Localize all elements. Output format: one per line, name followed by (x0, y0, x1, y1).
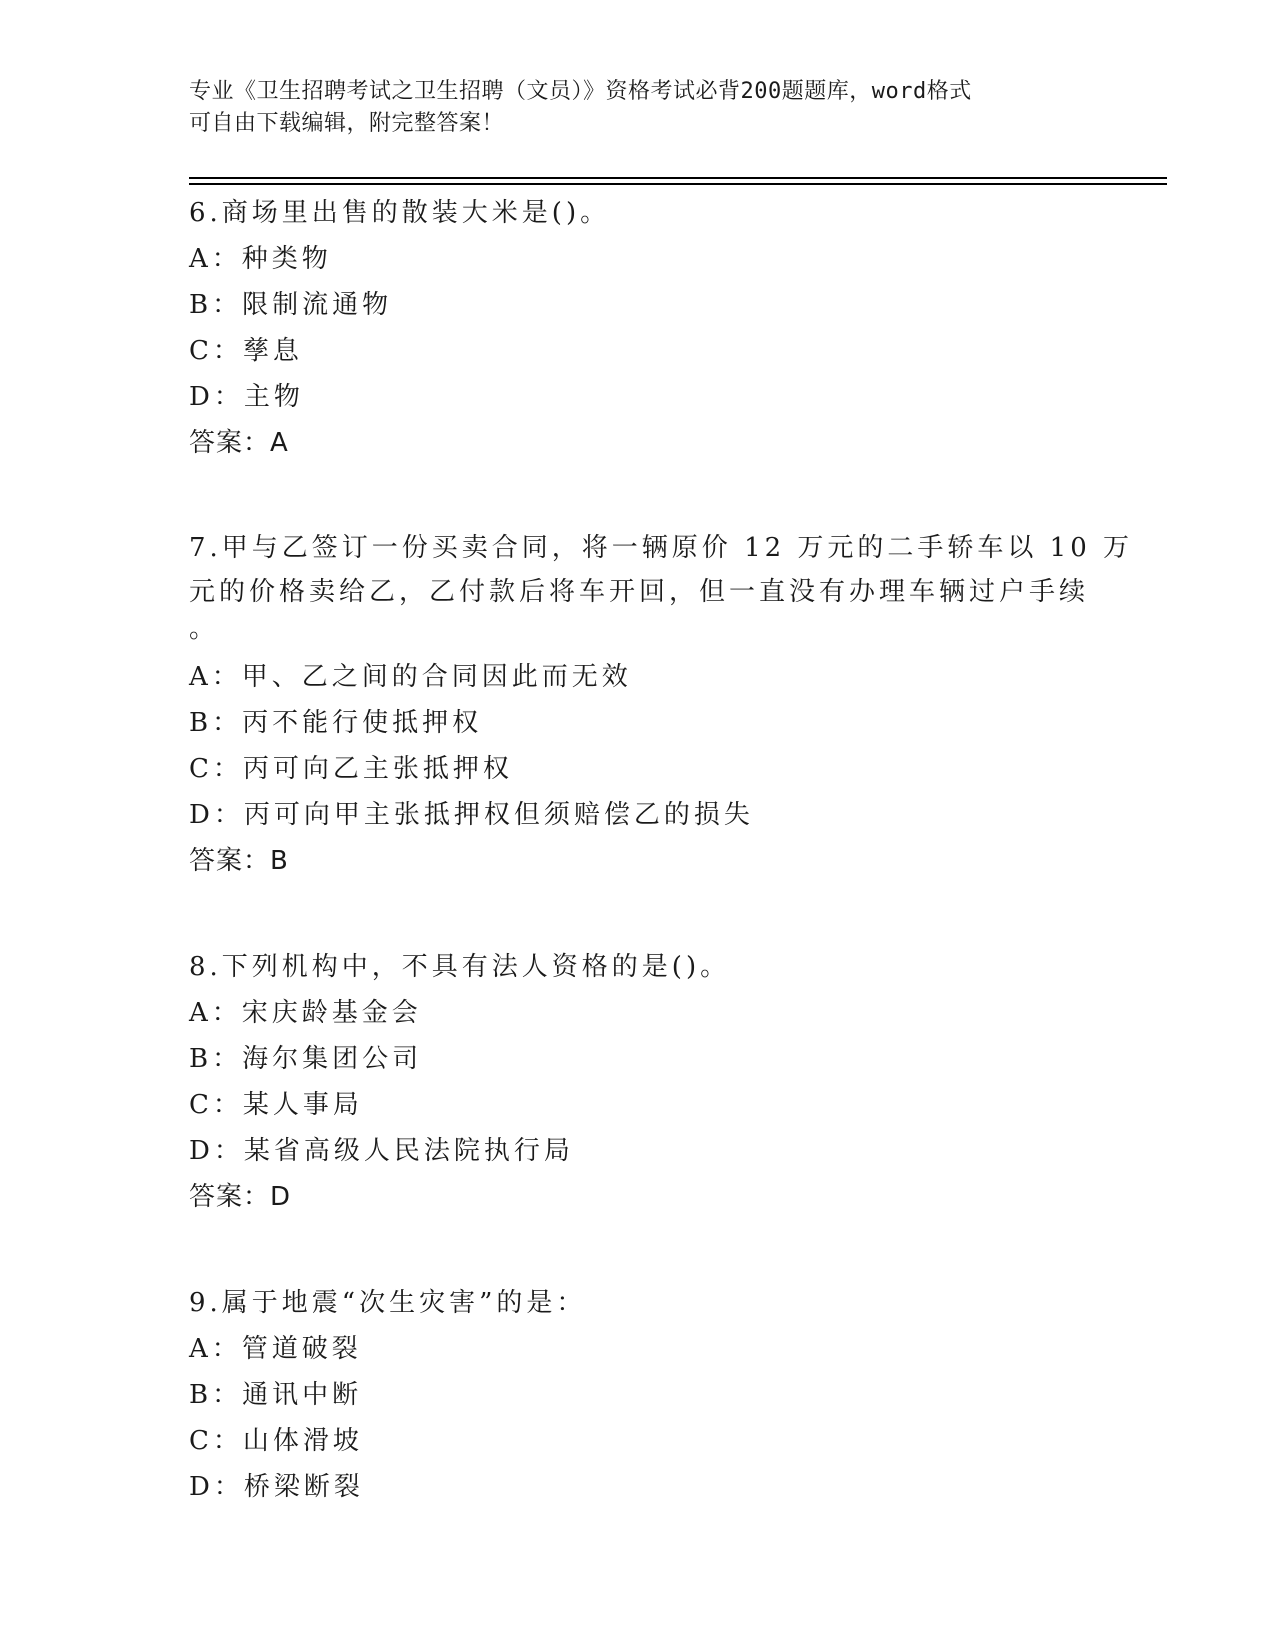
question-stem: 8.下列机构中，不具有法人资格的是()。 (189, 952, 731, 982)
option-a: A：甲、乙之间的合同因此而无效 (189, 662, 632, 692)
question-block (189, 190, 1089, 466)
option-a: A：管道破裂 (189, 1334, 362, 1364)
option-d: D：桥梁断裂 (189, 1472, 364, 1502)
option-b: B：海尔集团公司 (189, 1044, 423, 1074)
option-d: D：丙可向甲主张抵押权但须赔偿乙的损失 (189, 800, 754, 830)
option-d: D：某省高级人民法院执行局 (189, 1136, 574, 1166)
question-stem: 7.甲与乙签订一份买卖合同，将一辆原价 12 万元的二手轿车以 10 万 (189, 533, 1134, 563)
question-list (189, 190, 1134, 1510)
question-stem: 9.属于地震“次生灾害”的是： (189, 1288, 587, 1318)
option-c: C：山体滑坡 (189, 1426, 363, 1456)
option-b: B：通讯中断 (189, 1380, 363, 1410)
answer-text: 答案：B (189, 846, 289, 876)
question-stem-continued: 元的价格卖给乙，乙付款后将车开回，但一直没有办理车辆过户手续 (189, 577, 1090, 607)
option-d: D：主物 (189, 382, 304, 412)
option-b: B：限制流通物 (189, 290, 393, 320)
answer-text: 答案：D (189, 1182, 292, 1212)
question-stem: 6.商场里出售的散装大米是()。 (189, 198, 611, 228)
option-c: C：丙可向乙主张抵押权 (189, 754, 513, 784)
document-header (189, 76, 1089, 140)
header-rule-top (189, 177, 1167, 179)
option-c: C：某人事局 (189, 1090, 363, 1120)
answer-text: 答案：A (189, 428, 289, 458)
question-stem-tail: 。 (189, 614, 220, 644)
header-rule-bottom (189, 183, 1167, 185)
option-b: B：丙不能行使抵押权 (189, 708, 483, 738)
question-block (189, 1280, 1089, 1510)
header-line-1: 专业《卫生招聘考试之卫生招聘（文员）》资格考试必背200题题库，word格式 (189, 79, 972, 104)
question-block (189, 526, 1134, 884)
option-c: C：孳息 (189, 336, 303, 366)
option-a: A：种类物 (189, 244, 332, 274)
question-block (189, 944, 1089, 1220)
header-line-2: 可自由下载编辑，附完整答案！ (189, 111, 505, 136)
option-a: A：宋庆龄基金会 (189, 998, 422, 1028)
